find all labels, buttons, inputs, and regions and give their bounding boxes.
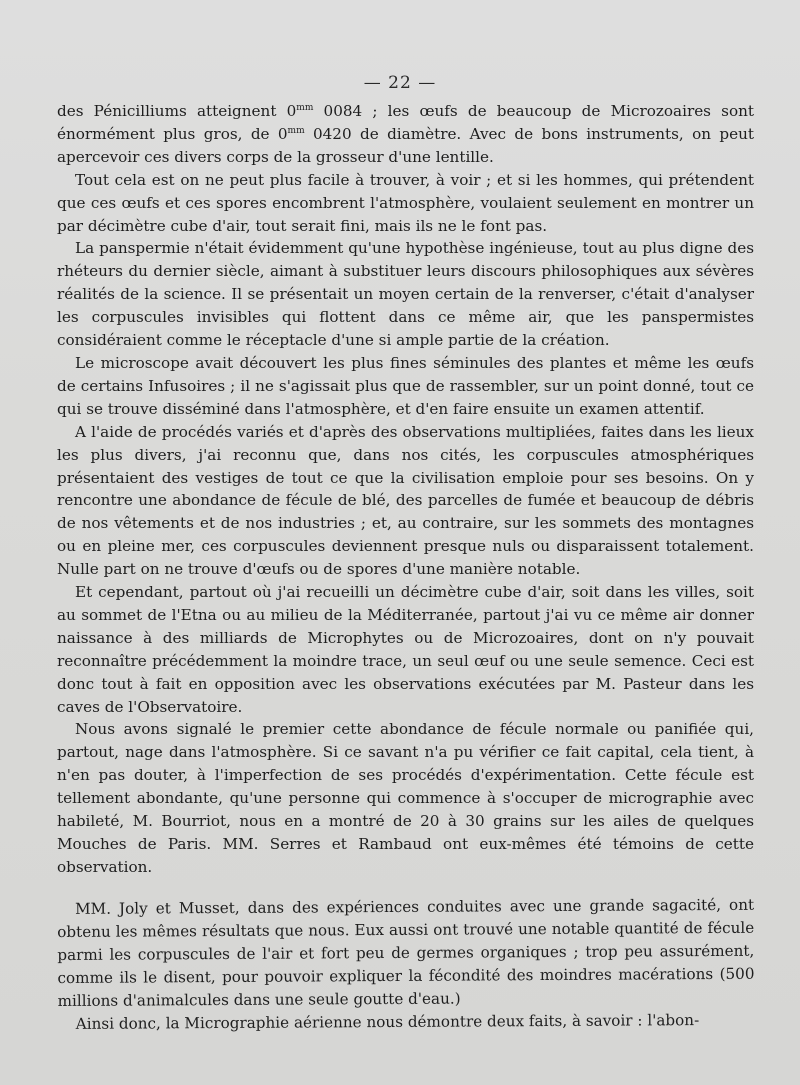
paragraph-1-part-c: 0420 de diamètre. Avec de bons instruments, on peut apercevoir ces divers corps de la grosseur d'une lentille.	[57, 124, 754, 166]
paragraph-6: Et cependant, partout où j'ai recueilli un décimètre cube d'air, soit dans les villes, soit au sommet de l'Etna ou au milieu de la Méditerranée, partout j'ai vu ce même air donner naissance à des milliards de Microphytes ou de Microzoaires, dont on n'y pouvait reconnaître précédemment la moindre trace, un seul œuf ou une seule semence. Ceci est donc tout à fait en opposition avec les observations exécutées par M. Pasteur dans les caves de l'Observatoire.	[57, 583, 754, 716]
body-text-lower	[57, 894, 755, 1036]
paragraph-3: La panspermie n'était évidemment qu'une hypothèse ingénieuse, tout au plus digne des rhéteurs du dernier siècle, aimant à substituer leurs discours philosophiques aux sévères réalités de la science. Il se présentait un moyen certain de la renverser, c'était d'analyser les corpuscules invisibles qui flottent dans ce même air, que les panspermistes considéraient comme le réceptacle d'une si ample partie de la création.	[57, 239, 754, 350]
paragraph-1-part-a: des Pénicilliums atteignent 0	[57, 102, 297, 120]
paragraph-7: Nous avons signalé le premier cette abondance de fécule normale ou panifiée qui, partout, nage dans l'atmosphère. Si ce savant n'a pu vérifier ce fait capital, cela tient, à n'en pas douter, à l'imperfection de ses procédés d'expérimentation. Cette fécule est tellement abondante, qu'une personne qui commence à s'occuper de micrographie avec habileté, M. Bourriot, nous en a montré de 20 à 30 grains sur les ailes de quelques Mouches de Paris. MM. Serres et Rambaud ont eux-mêmes été témoins de cette observation.	[57, 720, 754, 876]
paragraph-5: A l'aide de procédés variés et d'après des observations multipliées, faites dans les lieux les plus divers, j'ai reconnu que, dans nos cités, les corpuscules atmosphériques présentaient des vestiges de tout ce que la civilisation emploie pour ses besoins. On y rencontre une abondance de fécule de blé, des parcelles de fumée et beaucoup de débris de nos vêtements et de nos industries ; et, au contraire, sur les sommets des montagnes ou en pleine mer, ces corpuscules deviennent presque nuls ou disparaissent totalement. Nulle part on ne trouve d'œufs ou de spores d'une manière notable.	[57, 422, 754, 579]
paragraph-2: Tout cela est on ne peut plus facile à trouver, à voir ; et si les hommes, qui prétendent que ces œufs et ces spores encombrent l'atmosphère, voulaient seulement en montrer un par décimètre cube d'air, tout serait fini, mais ils ne le font pas.	[57, 170, 754, 235]
unit-superscript-2: mm	[287, 125, 305, 136]
paragraph-1	[57, 100, 754, 169]
body-text	[57, 100, 754, 879]
page-number: — 22 —	[363, 73, 437, 93]
paragraph-9: Ainsi donc, la Micrographie aérienne nous démontre deux faits, à savoir : l'abon-	[75, 1010, 700, 1033]
paragraph-4: Le microscope avait découvert les plus fines séminules des plantes et même les œufs de certains Infusoires ; il ne s'agissait plus que de rassembler, sur un point donné, tout ce qui se trouve disséminé dans l'atmosphère, et d'en faire ensuite un examen attentif.	[57, 353, 754, 418]
paragraph-1-part-b: 0084 ; les œufs de beaucoup de Microzoaires sont énormément plus gros, de 0	[57, 102, 754, 143]
unit-superscript-1: mm	[296, 102, 314, 113]
paragraph-8: MM. Joly et Musset, dans des expériences conduites avec une grande sagacité, ont obtenu les mêmes résultats que nous. Eux aussi ont trouvé une notable quantité de fécule parmi les corpuscules de l'air et fort peu de germes organiques ; trop peu assurément, comme ils le disent, pour pouvoir expliquer la fécondité des moindres macérations (500 millions d'animalcules dans une seule goutte d'eau.)	[57, 895, 755, 1010]
